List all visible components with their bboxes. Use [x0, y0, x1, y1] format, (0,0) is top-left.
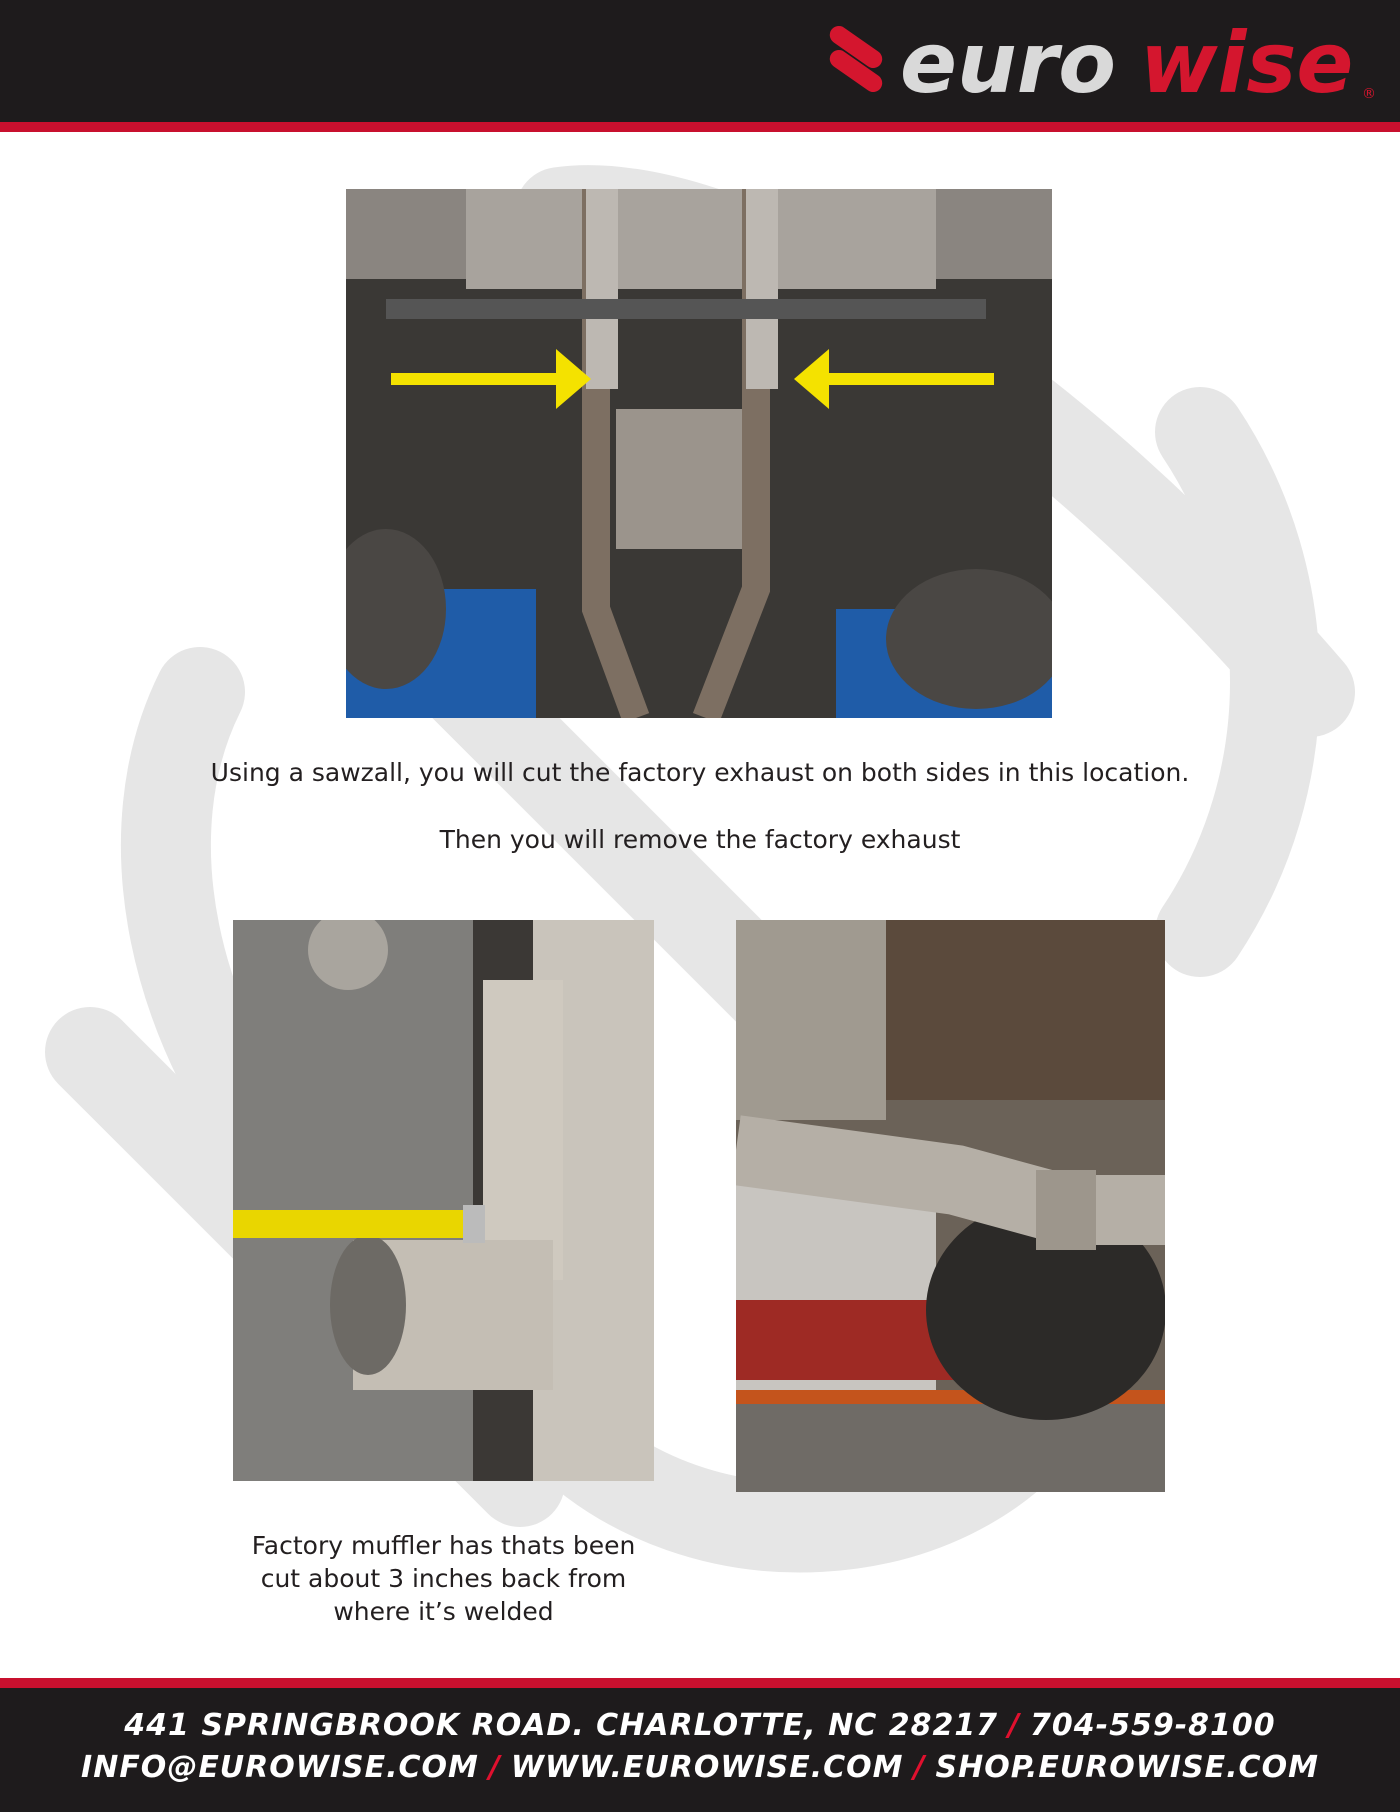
- factory-muffler-cut-photo: [233, 920, 654, 1481]
- footer-email[interactable]: INFO@EUROWISE.COM: [81, 1750, 479, 1785]
- page-header: [0, 0, 1400, 122]
- installed-exhaust-underside-photo: [736, 920, 1165, 1492]
- logo-text-wise: wise: [1140, 14, 1354, 106]
- footer-contact-line-2: [0, 1750, 1400, 1785]
- footer-phone[interactable]: 704-559-8100: [1030, 1708, 1276, 1743]
- eurowise-logo: [822, 14, 1382, 106]
- footer-separator: /: [488, 1750, 501, 1785]
- header-stripe: [0, 122, 1400, 132]
- eurowise-logo-icon: [826, 22, 885, 95]
- factory-exhaust-cut-location-photo: [346, 189, 1052, 718]
- muffler-note-text: Factory muffler has thats been cut about 3 inches back from where it’s welded: [251, 1531, 636, 1626]
- footer-separator: /: [1008, 1708, 1021, 1743]
- footer-contact-line-1: [0, 1708, 1400, 1743]
- page-footer: [0, 1688, 1400, 1812]
- logo-text-euro: euro: [900, 14, 1116, 106]
- footer-separator: /: [913, 1750, 926, 1785]
- footer-website[interactable]: WWW.EUROWISE.COM: [510, 1750, 904, 1785]
- footer-shop[interactable]: SHOP.EUROWISE.COM: [935, 1750, 1319, 1785]
- remove-instruction-text: Then you will remove the factory exhaust: [439, 825, 961, 854]
- cut-instruction-text: Using a sawzall, you will cut the factory exhaust on both sides in this location.: [210, 758, 1190, 787]
- footer-address: 441 SPRINGBROOK ROAD. CHARLOTTE, NC 28217: [124, 1708, 999, 1743]
- tape-measure-icon: [233, 1205, 485, 1243]
- registered-mark: ®: [1362, 86, 1376, 102]
- footer-stripe: [0, 1678, 1400, 1688]
